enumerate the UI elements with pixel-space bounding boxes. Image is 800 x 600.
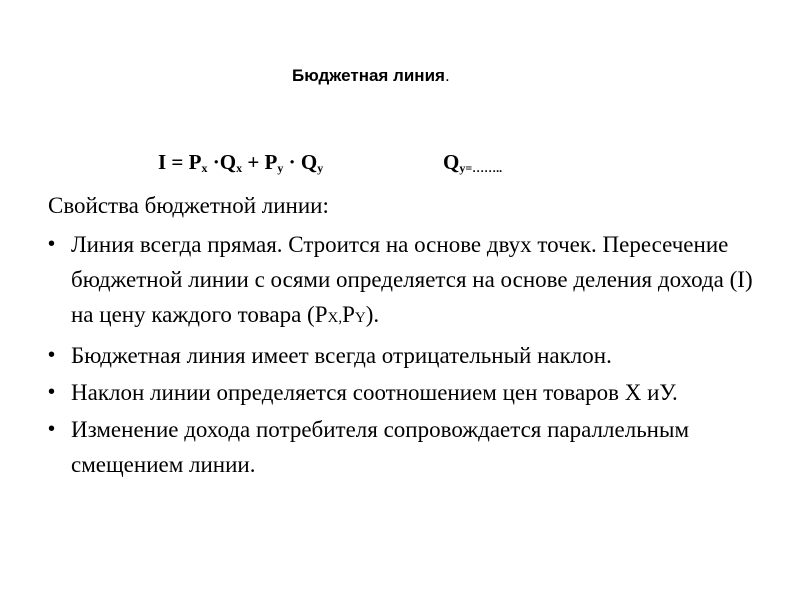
slide-body	[48, 188, 768, 484]
properties-heading: Свойства бюджетной линии:	[48, 193, 329, 218]
bullet-text: Бюджетная линия имеет всегда отрицательный наклон.	[71, 343, 612, 368]
slide-title-text: Бюджетная линия	[292, 66, 445, 85]
slide-title-dot: .	[444, 66, 450, 85]
qy-letter: Q	[443, 150, 460, 174]
qy-formula	[443, 150, 502, 176]
list-item	[48, 412, 768, 482]
formula-sub: y	[317, 161, 324, 175]
formula-sub: y	[277, 161, 284, 175]
formula-sub: x	[236, 161, 243, 175]
formula-part: ·Q	[207, 150, 237, 174]
bullet-text-end: ).	[365, 302, 380, 327]
list-item	[48, 375, 768, 410]
slide-title	[292, 66, 450, 86]
bullet-text: Линия всегда прямая. Строится на основе двух точек. Пересечение бюджетной линии с осями определяется на основе деления дохода (I) на цену каждого товара (	[71, 232, 753, 327]
price-y-symbol: P	[342, 302, 355, 327]
formula-part: · Q	[283, 150, 318, 174]
list-item	[48, 338, 768, 373]
price-y-sub: Y	[354, 310, 366, 326]
qy-sub: y=……..	[459, 161, 503, 175]
bullet-text: Изменение дохода потребителя сопровождается параллельным смещением линии.	[71, 417, 690, 477]
formula-sub: x	[201, 161, 208, 175]
properties-list	[48, 227, 768, 482]
formula-part: I = P	[158, 150, 202, 174]
bullet-icon: •	[48, 344, 56, 366]
bullet-icon: •	[48, 233, 56, 255]
bullet-icon: •	[48, 381, 56, 403]
list-item	[48, 227, 768, 336]
budget-formula	[158, 150, 323, 176]
formula-part: + P	[242, 150, 278, 174]
bullet-text: Наклон линии определяется соотношением цен товаров Х иУ.	[71, 380, 678, 405]
bullet-icon: •	[48, 418, 56, 440]
price-x-symbol: P	[314, 302, 328, 327]
price-x-sub: X,	[327, 310, 343, 326]
